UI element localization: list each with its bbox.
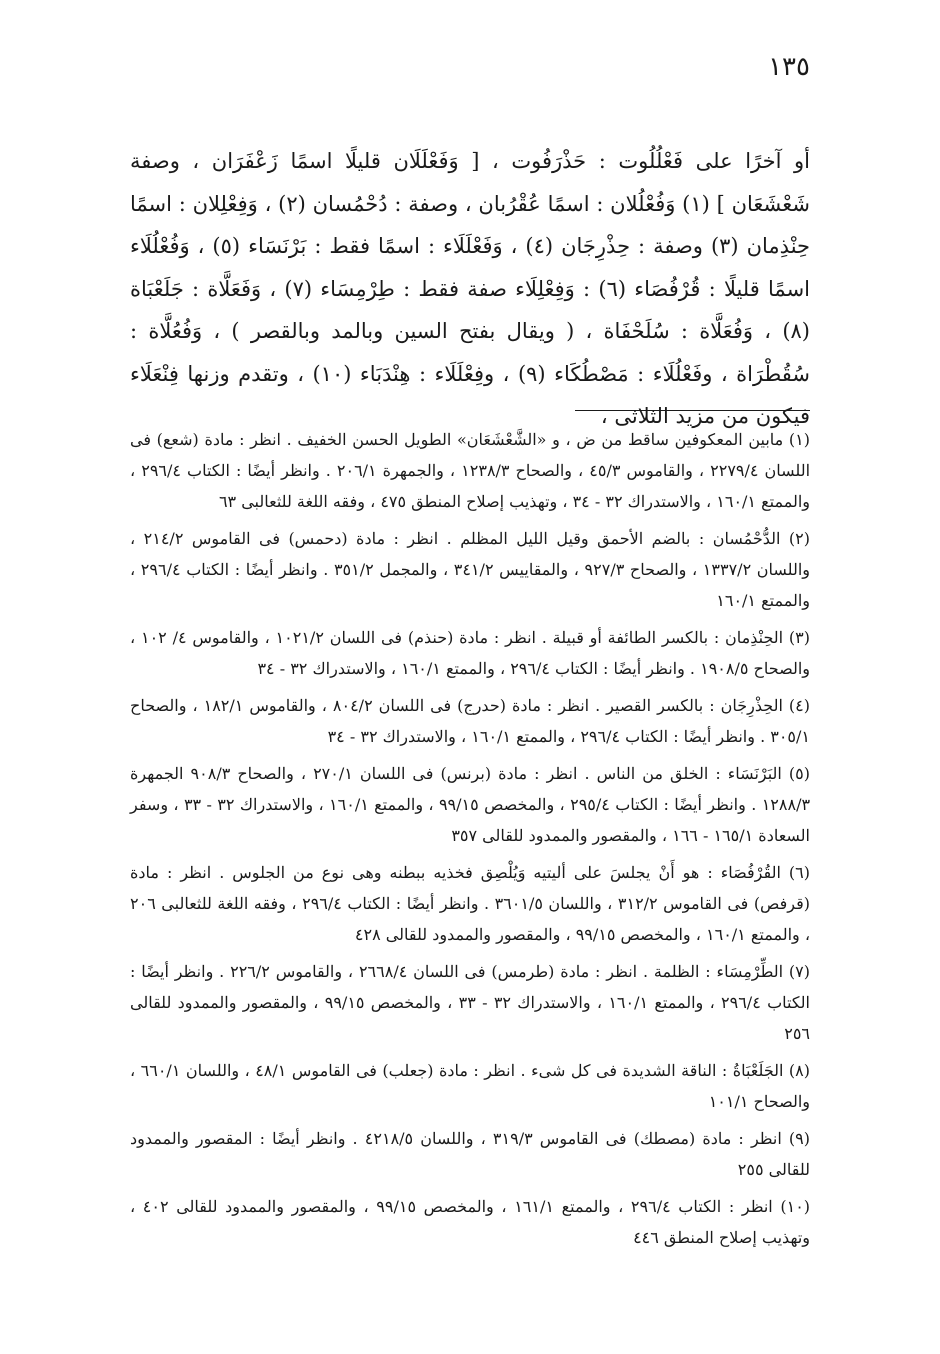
- main-text-paragraph: أو آخرًا على فَعْلُلُوت : حَذْرَفُوت ، [ وَفَعْلَلَان قليلًا اسمًا زَعْفَرَان ، وصفة شَعْشَعَان ] (١) وَفُعْلُلان : اسمًا عُقْرُبان ، وصفة : دُحْمُسان (٢) ، وَفِعْلِلان : اسمًا حِنْذِمان (٣) وصفة : حِذْرِجَان (٤) ، وَفَعْلَلَاء : اسمًا فقط : بَرْنَسَاء (٥) ، وَفُعْلُلَاء اسمًا قليلًا : قُرْفُصَاء (٦) : وَفِعْلِلَاء صفة فقط : طِرْمِسَاء (٧) ، وَفَعَلَّاة : جَلَعْبَاة (٨) ، وَفُعَلَّاة : سُلَحْفَاة ، ( ويقال بفتح السين وبالمد وبالقصر ) ، وَفُعُلَّاة : سُقُطْرَاة ، وفَعْلُلَاء : مَصْطُكَاء (٩) ، وفِعْلَلَاء : هِنْدَبَاء (١٠) ، وتقدم وزنها فِنْعَلَاء فيكون من مزيد الثلاثى ،: [130, 149, 811, 428]
- footnote-8: (٨) الجَلَعْبَاةُ : الناقة الشديدة فى كل شىء . انظر : مادة (جعلب) فى القاموس ٤٨/١ ، واللسان ٦٦٠/١ ، والصحاح ١٠١/١: [130, 1061, 811, 1111]
- footnote-10: (١٠) انظر : الكتاب ٢٩٦/٤ ، والممتع ١٦١/١ ، والمخصص ٩٩/١٥ ، والمقصور والممدود للقالى ٤٠٢ ، وتهذيب إصلاح المنطق ٤٤٦: [130, 1197, 811, 1247]
- footnote-4: (٤) الحِذْرِجَان : بالكسر القصير . انظر : مادة (حدرج) فى اللسان ٨٠٤/٢ ، والقاموس ١٨٢/١ ، والصحاح ٣٠٥/١ . وانظر أيضًا : الكتاب ٢٩٦/٤ ، والممتع ١٦٠/١ ، والاستدراك ٣٢ - ٣٤: [130, 696, 810, 746]
- footnotes-section: [130, 424, 810, 1259]
- footnote-7: (٧) الطِّرْمِسَاء : الظلمة . انظر : مادة (طرمس) فى اللسان ٢٦٦٨/٤ ، والقاموس ٢٢٦/٢ . وانظر أيضًا : الكتاب ٢٩٦/٤ ، والممتع ١٦٠/١ ، والاستدراك ٣٢ - ٣٣ ، والمخصص ٩٩/١٥ ، والمقصور والممدود للقالى ٢٥٦: [130, 962, 810, 1043]
- footnote-5: (٥) البَرْنَسَاء : الخلق من الناس . انظر : مادة (برنس) فى اللسان ٢٧٠/١ ، والصحاح ٩٠٨/٣ الجمهرة ١٢٨٨/٣ . وانظر أيضًا : الكتاب ٢٩٥/٤ ، والمخصص ٩٩/١٥ ، والممتع ١٦٠/١ ، والاستدراك ٣٢ - ٣٣ ، وسفر السعادة ١٦٥/١ - ١٦٦ ، والمقصور والممدود للقالى ٣٥٧: [130, 764, 811, 845]
- footnote-6: (٦) القُرْفُصَاء : هو أَنْ يجلسَ على أليتيه وَيُلْصِق فخذيه ببطنه وهى نوع من الجلوس . انظر : مادة (قرفص) فى القاموس ٣١٢/٢ ، واللسان ٣٦٠١/٥ . وانظر أيضًا : الكتاب ٢٩٦/٤ ، وفقه اللغة للثعالبى ٢٠٦ ، والممتع ١٦٠/١ ، والمخصص ٩٩/١٥ ، والمقصور والممدود للقالى ٤٢٨: [130, 863, 811, 944]
- footnote-9: (٩) انظر : مادة (مصطك) فى القاموس ٣١٩/٣ ، واللسان ٤٢١٨/٥ . وانظر أيضًا : المقصور والممدود للقالى ٢٥٥: [130, 1129, 811, 1179]
- footnote-3: (٣) الحِنْذِمان : بالكسر الطائفة أو قبيلة . انظر : مادة (حنذم) فى اللسان ١٠٢١/٢ ، والقاموس ٤/ ١٠٢ ، والصحاح ١٩٠٨/٥ . وانظر أيضًا : الكتاب ٢٩٦/٤ ، والممتع ١٦٠/١ ، والاستدراك ٣٢ - ٣٤: [130, 628, 811, 678]
- footnote-1: (١) مابين المعكوفين ساقط من ض ، و «الشَّعْشَعَان» الطويل الحسن الخفيف . انظر : مادة (شعع) فى اللسان ٢٢٧٩/٤ ، والقاموس ٤٥/٣ ، والصحاح ١٢٣٨/٣ ، والجمهرة ٢٠٦/١ . وانظر أيضًا : الكتاب ٢٩٦/٤ ، والممتع ١٦٠/١ ، والاستدراك ٣٢ - ٣٤ ، وتهذيب إصلاح المنطق ٤٧٥ ، وفقه اللغة للثعالبى ٦٣: [130, 430, 811, 511]
- footnote-divider: [575, 410, 810, 411]
- page-number: ١٣٥: [768, 52, 810, 82]
- footnote-2: (٢) الدُّحْمُسان : بالضم الأحمق وقيل الليل المظلم . انظر : مادة (دحمس) فى القاموس ٢١٤/٢ ، واللسان ١٣٣٧/٢ ، والصحاح ٩٢٧/٣ ، والمقاييس ٣٤١/٢ ، والمجمل ٣٥١/٢ . وانظر أيضًا : الكتاب ٢٩٦/٤ ، والممتع ١٦٠/١: [130, 529, 811, 610]
